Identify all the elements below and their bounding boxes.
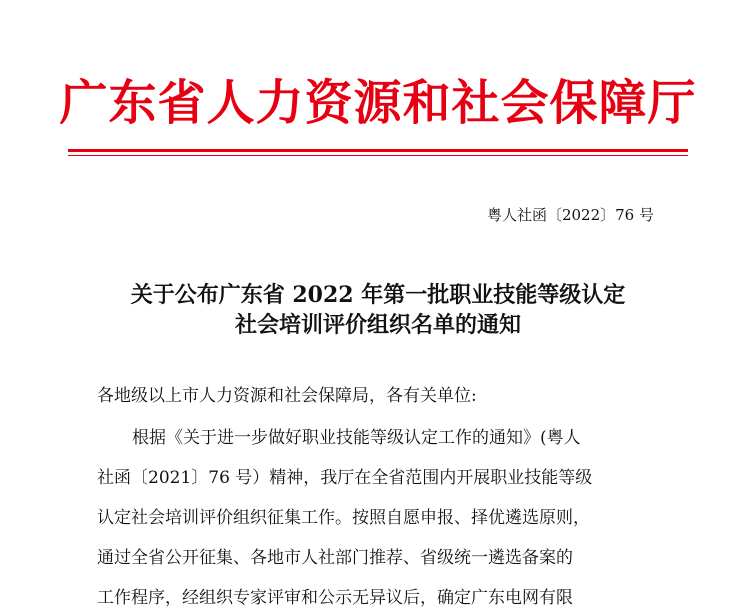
body-paragraph-line-2: 社函〔2021〕76 号）精神，我厅在全省范围内开展职业技能等级 — [97, 468, 593, 488]
document-title-line-2: 社会培训评价组织名单的通知 — [234, 312, 521, 338]
body-paragraph-line-1: 根据《关于进一步做好职业技能等级认定工作的通知》(粤人 — [132, 428, 581, 448]
document-title — [0, 280, 756, 340]
header-red-rule-thin — [68, 155, 688, 156]
salutation: 各地级以上市人力资源和社会保障局，各有关单位: — [97, 386, 477, 406]
document-number: 粤人社函〔2022〕76 号 — [486, 206, 654, 224]
header-red-rule-thick — [68, 149, 688, 152]
body-paragraph-line-5: 工作程序，经组织专家评审和公示无异议后，确定广东电网有限 — [97, 588, 573, 608]
body-paragraph-line-3: 认定社会培训评价组织征集工作。按照自愿申报、择优遴选原则， — [97, 508, 590, 528]
issuing-organization-header: 广东省人力资源和社会保障厅 — [59, 75, 697, 131]
document-title-line-1: 关于公布广东省 2022 年第一批职业技能等级认定 — [130, 282, 626, 308]
body-paragraph-line-4: 通过全省公开征集、各地市人社部门推荐、省级统一遴选备案的 — [97, 548, 573, 568]
